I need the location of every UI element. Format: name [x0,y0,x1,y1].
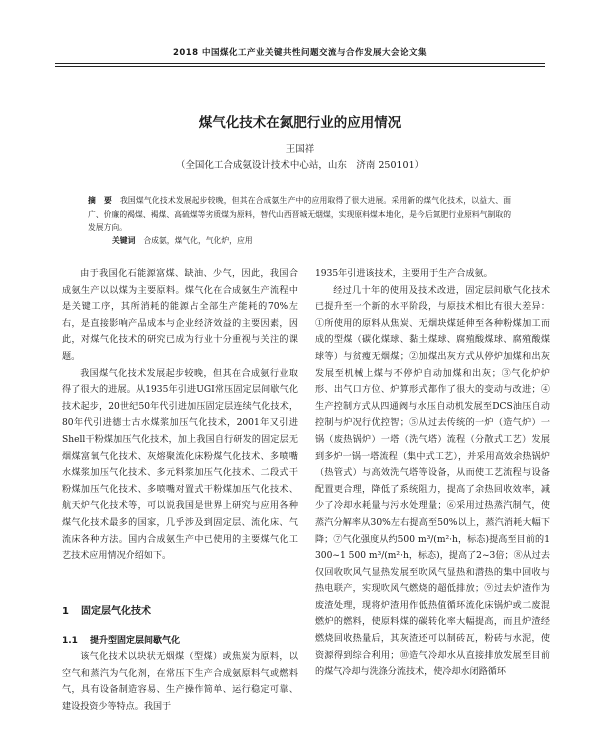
subsection-number: 1.1 [62,636,78,646]
intro-paragraph-2: 我国煤气化技术发展起步较晚，但其在合成氨行业取得了很大的进展。从1935年引进UGI常压固定层间歇气化技术起步，20世纪50年代引进加压固定层连续气化技术，80年代引进德士古水煤浆加压气化技术，2001年又引进Shell干粉煤加压气化技术，加上我国自行研发的固定层无烟煤富氧气化技术、灰熔聚流化床粉煤气化技术、多喷嘴水煤浆加压气化技术、多元料浆加压气化技术、二段式干粉煤加压气化技术、多喷嘴对置式干粉煤加压气化技术、航天炉气化技术等，可以说我国是世界上研究与应用各种煤气化技术最多的国家，几乎涉及到固定层、流化床、气流床各种方法。国内合成氨生产中已使用的主要煤气化工艺技术应用情况介绍如下。 [62,368,298,562]
keywords [112,235,253,246]
left-column-subsection-body [62,649,298,715]
subsection-paragraph: 该气化技术以块状无烟煤（型煤）或焦炭为原料，以空气和蒸汽为气化剂，在常压下生产合成氨原料气或燃料气，具有设备制造容易、生产操作简单、运行稳定可靠、建设投资少等特点。我国于 [62,652,298,712]
header-rule-thin [55,66,545,67]
paper-title: 煤气化技术在氮肥行业的应用情况 [198,115,402,131]
left-column-intro [62,266,298,565]
right-first-line: 1935年引进该技术，主要用于生产合成氨。 [315,269,493,279]
section-title: 固定层气化技术 [80,606,151,617]
abstract-label: 摘 要 [88,196,112,205]
abstract-text: 我国煤气化技术发展起步较晚，但其在合成氨生产中的应用取得了很大进展。采用新的煤气化技术，以益大、面广、价廉的褐煤、褐煤、高硫煤等劣质煤为原料，替代山西晋城无烟煤，实现原料煤本地化，是今后氮肥行业原料气制取的发展方向。 [88,196,511,233]
header-rule-thick [55,63,545,64]
intro-paragraph-1: 由于我国化石能源富煤、缺油、少气，因此，我国合成氨生产以以煤为主要原料。煤气化在合成氨生产流程中是关键工序，其所消耗的能源占全部生产能耗的70%左右，是直接影响产品成本与企业经济效益的主要因素，因此，对煤气化技术的研究已成为行业十分重视与关注的课题。 [62,269,298,362]
section-number: 1 [62,606,69,617]
running-header: 2018 中国煤化工产业关键共性问题交流与合作发展大会论文集 [172,48,428,58]
right-paragraph: 经过几十年的使用及技术改进，固定层间歇气化技术已提升至一个新的水平阶段，与原技术相比有很大差异：①所使用的原料从焦炭、无烟块煤延伸至各种粉煤加工而成的型煤（碳化煤球、黏土煤球、腐殖酸煤球、腐殖酸煤球等）与贫瘦无烟煤；②加煤出灰方式从停炉加煤和出灰发展至机械上煤与不停炉自动加煤和出灰；③气化炉炉形、出气口方位、炉算形式都作了很大的变动与改进；④生产控制方式从四通阀与水压自动机发展至DCS油压自动控制与炉况行优控智；⑤从过去传统的一炉（造气炉）一锅（废热锅炉）一塔（洗气塔）流程（分散式工艺）发展到多炉一锅一塔流程（集中式工艺），并采用高效余热锅炉（热管式）与高效洗气塔等设备，从而使工艺流程与设备配置更合理，降低了系统阻力，提高了余热回收效率，减少了冷却水耗量与污水处理量；⑥采用过热蒸汽制气，使蒸汽分解率从30%左右提高至50%以上，蒸汽消耗大幅下降；⑦气化强度从约500 m³/(m²·h，标态)提高至目前的1 300~1 500 m³/(m²·h，标态)，提高了2~3倍；⑧从过去仅回收吹风气显热发展至吹风气显热和潜热的集中回收与热电联产，实现吹风气燃烧的超低排放；⑨过去炉渣作为废渣处理，现将炉渣用作低热值循环流化床锅炉或二废混燃炉的燃料，使原料煤的碳转化率大幅提高，而且炉渣经燃烧回收热量后，其灰渣还可以制砖瓦，粉砖与水泥，使资源得到综合利用；⑩造气冷却水从直接排放发展至目前的煤气冷却与洗涤分流技术，使冷却水闭路循环 [315,285,550,678]
right-column [315,266,550,681]
section-heading [62,602,151,617]
author: 王国祥 [285,144,315,155]
keywords-text: 合成氨，煤气化，气化炉，应用 [143,236,253,245]
subsection-title: 提升型固定层间歇气化 [89,636,180,646]
abstract [88,194,511,235]
keywords-label: 关键词 [112,236,136,245]
affiliation: （全国化工合成氨设计技术中心站，山东 济南 250101） [175,160,425,171]
subsection-heading [62,633,180,646]
